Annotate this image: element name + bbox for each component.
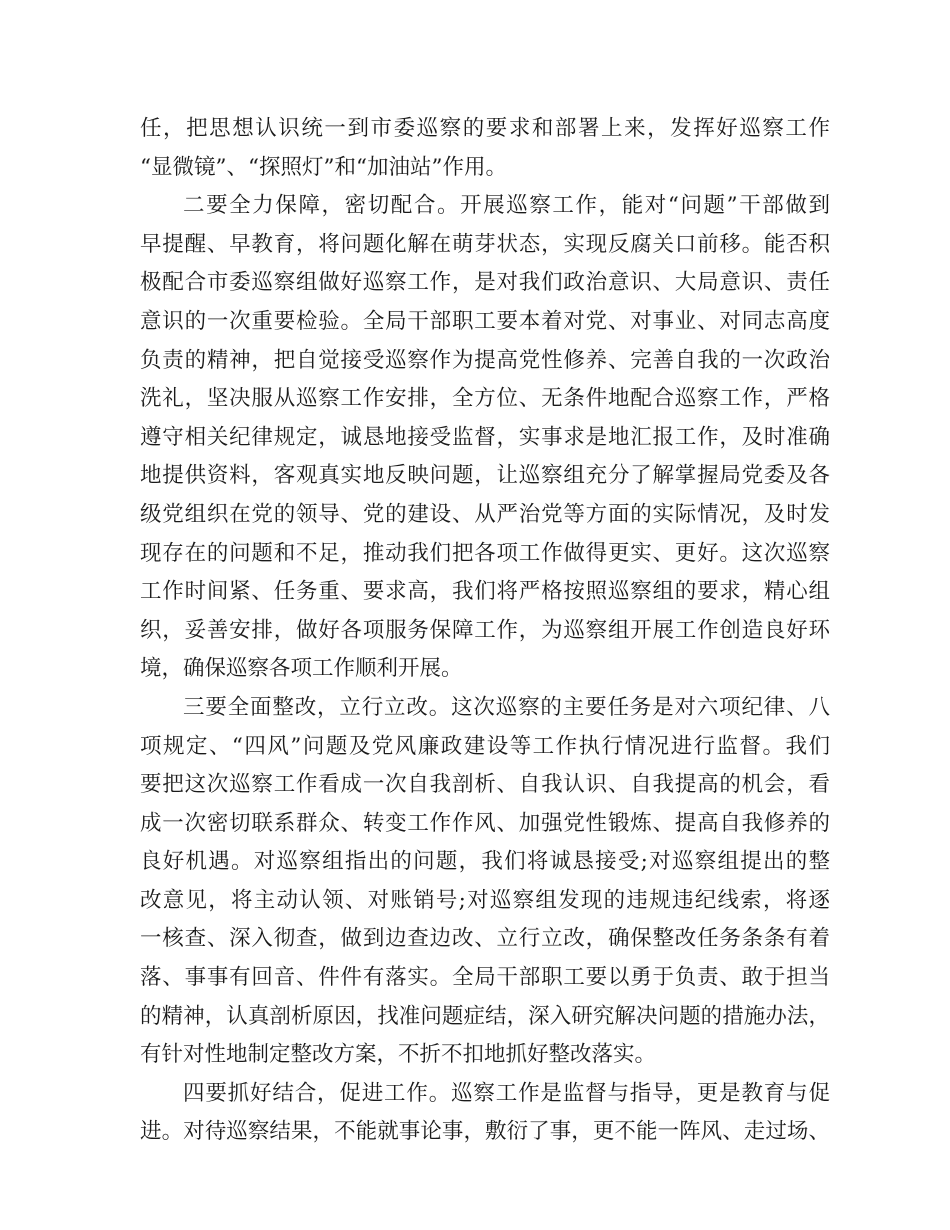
text-line: 地提供资料，客观真实地反映问题，让巡察组充分了解掌握局党委及各 bbox=[140, 463, 830, 489]
paragraph-start-line: 三要全面整改，立行立改。这次巡察的主要任务是对六项纪律、八 bbox=[183, 694, 830, 720]
text-line: 改意见，将主动认领、对账销号;对巡察组发现的违规违纪线索，将逐 bbox=[140, 887, 830, 913]
text-line: 工作时间紧、任务重、要求高，我们将严格按照巡察组的要求，精心组 bbox=[140, 579, 830, 605]
text-line: 遵守相关纪律规定，诚恳地接受监督，实事求是地汇报工作，及时准确 bbox=[140, 424, 830, 450]
text-line: 织，妥善安排，做好各项服务保障工作，为巡察组开展工作创造良好环 bbox=[140, 617, 830, 643]
text-line: 意识的一次重要检验。全局干部职工要本着对党、对事业、对同志高度 bbox=[140, 308, 830, 334]
text-line: 成一次密切联系群众、转变工作作风、加强党性锻炼、提高自我修养的 bbox=[140, 810, 830, 836]
text-line: 要把这次巡察工作看成一次自我剖析、自我认识、自我提高的机会，看 bbox=[140, 772, 830, 798]
text-line: 境，确保巡察各项工作顺利开展。 bbox=[140, 656, 463, 682]
text-line: 洗礼，坚决服从巡察工作安排，全方位、无条件地配合巡察工作，严格 bbox=[140, 386, 830, 412]
text-line: 项规定、“四风”问题及党风廉政建设等工作执行情况进行监督。我们 bbox=[140, 733, 830, 759]
text-line: 早提醒、早教育，将问题化解在萌芽状态，实现反腐关口前移。能否积 bbox=[140, 231, 830, 257]
text-line: 的精神，认真剖析原因，找准问题症结，深入研究解决问题的措施办法， bbox=[140, 1003, 830, 1029]
text-line: 进。对待巡察结果，不能就事论事，敷衍了事，更不能一阵风、走过场、 bbox=[140, 1119, 830, 1145]
text-line: 有针对性地制定整改方案，不折不扣地抓好整改落实。 bbox=[140, 1042, 657, 1068]
text-line: 任，把思想认识统一到市委巡察的要求和部署上来，发挥好巡察工作 bbox=[140, 116, 830, 141]
text-line: 一核查、深入彻查，做到边查边改、立行立改，确保整改任务条条有着 bbox=[140, 926, 830, 952]
text-line: 负责的精神，把自觉接受巡察作为提高党性修养、完善自我的一次政治 bbox=[140, 347, 830, 373]
paragraph-start-line: 四要抓好结合，促进工作。巡察工作是监督与指导，更是教育与促 bbox=[183, 1080, 830, 1106]
text-line: 良好机遇。对巡察组指出的问题，我们将诚恳接受;对巡察组提出的整 bbox=[140, 849, 830, 875]
text-line: “显微镜”、“探照灯”和“加油站”作用。 bbox=[140, 154, 507, 180]
paragraph-start-line: 二要全力保障，密切配合。开展巡察工作，能对“问题”干部做到 bbox=[183, 193, 830, 219]
text-line: 级党组织在党的领导、党的建设、从严治党等方面的实际情况，及时发 bbox=[140, 501, 830, 527]
text-line: 现存在的问题和不足，推动我们把各项工作做得更实、更好。这次巡察 bbox=[140, 540, 830, 566]
text-line: 极配合市委巡察组做好巡察工作，是对我们政治意识、大局意识、责任 bbox=[140, 270, 830, 296]
document-page bbox=[140, 110, 830, 1152]
text-line: 落、事事有回音、件件有落实。全局干部职工要以勇于负责、敢于担当 bbox=[140, 965, 830, 991]
